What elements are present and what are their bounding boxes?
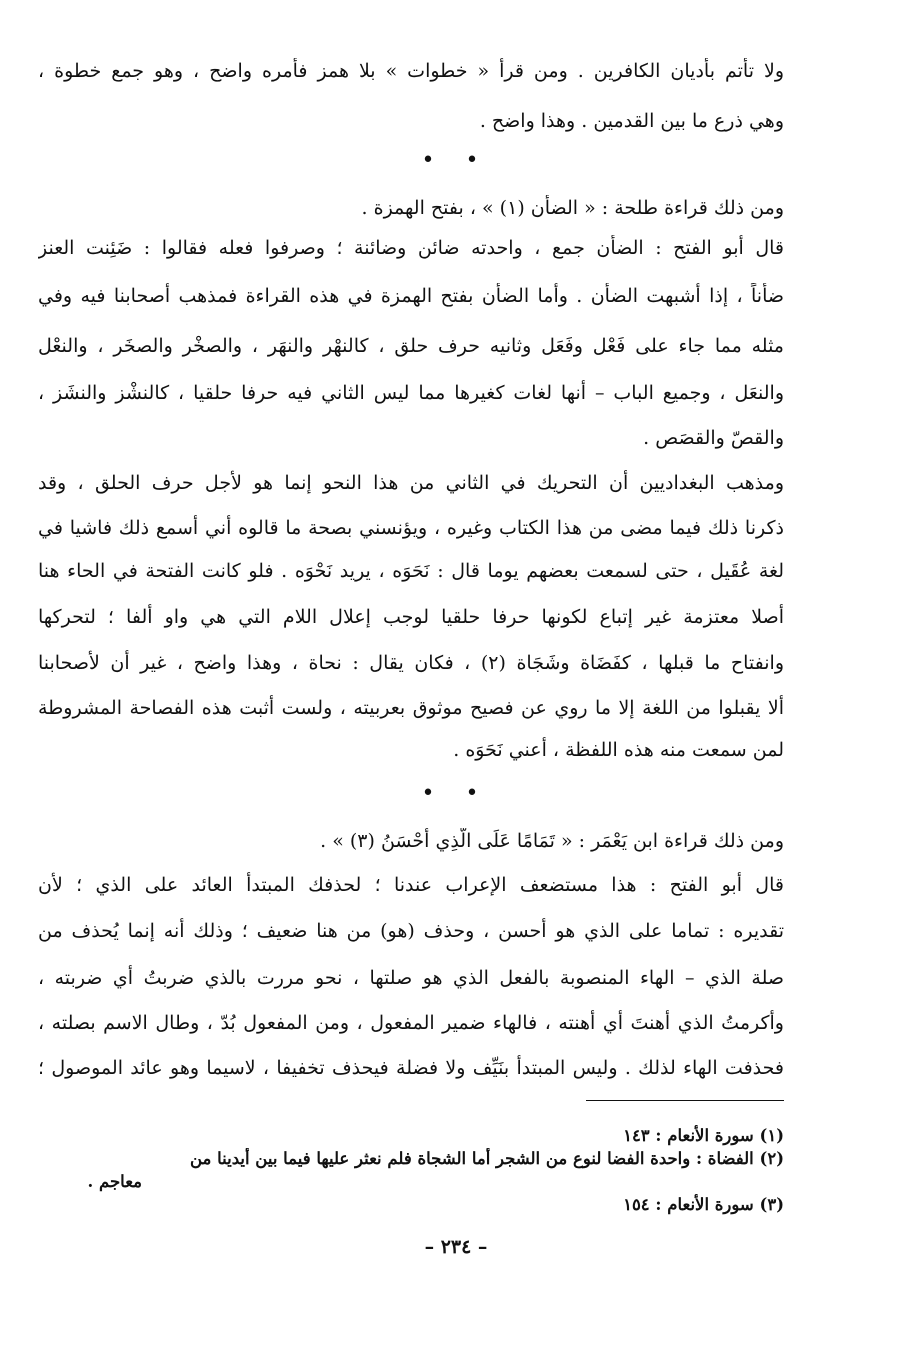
body-line: لغة عُقَيل ، حتى لسمعت بعضهم يوما قال : نَحَوَه ، يريد نَحْوَه . فلو كانت الفتحة في الحاء هنا — [38, 560, 784, 582]
body-line: ذكرنا ذلك فيما مضى من هذا الكتاب وغيره ، ويؤنسني بصحة ما قالوه أني أسمع ذلك فاشيا في — [38, 517, 784, 539]
body-line: ومذهب البغداديين أن التحريك في الثاني من هذا النحو إنما هو لأجل حرف الحلق ، وقد — [38, 472, 784, 494]
body-line: وأكرمتُ الذي أهنتَ أي أهنته ، فالهاء ضمير المفعول ، ومن المفعول بُدّ ، وطال الاسم بصلته ، — [38, 1012, 784, 1034]
body-line: ألا يقبلوا من اللغة إلا ما روي عن فصيح موثوق بعربيته ، ولست أُثبت هذه الفصاحة المشروطة — [38, 697, 784, 719]
body-line: ومن ذلك قراءة ابن يَعْمَر : « تَمَامًا عَلَى الَّذِي أَحْسَنُ (٣) » . — [320, 830, 784, 852]
body-line: قال أبو الفتح : الضأن جمع ، واحدته ضائن وضائنة ؛ وصرفوا فعله فقالوا : ضَئِنت العنز — [38, 237, 784, 259]
page-number: – ٢٣٤ – — [424, 1236, 488, 1258]
body-line: والقصّ والقصَص . — [643, 427, 784, 449]
footnote-continuation: معاجم . — [87, 1172, 142, 1191]
body-line: مثله مما جاء على فَعْل وفَعَل وثانيه حرف حلق ، كالنهْر والنهَر ، والصخْر والصخَر ، والنعْل — [38, 335, 784, 357]
footnote: (١) سورة الأنعام : ١٤٣ — [623, 1126, 784, 1145]
body-line: قال أبو الفتح : هذا مستضعف الإعراب عندنا ؛ لحذفك المبتدأ العائد على الذي ؛ لأن — [38, 874, 784, 896]
footnote: (٣) سورة الأنعام : ١٥٤ — [623, 1195, 784, 1214]
body-line: وانفتاح ما قبلها ، كفَضَاة وشَجَاة (٢) ، فكان يقال : نحاة ، وهذا واضح ، غير أن لأصحابنا — [38, 652, 784, 674]
body-line: والنعَل ، وجميع الباب – أنها لغات كغيرها مما ليس الثاني فيه حرفا حلقيا ، كالنشْز والنشَز ، — [38, 382, 784, 404]
footnote-rule — [586, 1100, 784, 1101]
body-line: فحذفت الهاء لذلك . وليس المبتدأ بنَيِّف ولا فضلة فيحذف تخفيفا ، لاسيما وهو عائد الموصول ؛ — [38, 1057, 784, 1079]
body-line: صلة الذي – الهاء المنصوبة بالفعل الذي هو صلتها ، نحو مررت بالذي ضربتُ أي ضربته ، — [38, 967, 784, 989]
body-line: ولا تأتم بأديان الكافرين . ومن قرأ « خطوات » بلا همز فأمره واضح ، وهو جمع خطوة ، — [38, 60, 784, 82]
body-line: ضأناً ، إذا أشبهت الضأن . وأما الضأن بفتح الهمزة في هذه القراءة فمذهب أصحابنا فيه وفي — [38, 285, 784, 307]
footnote: (٢) الفضاة : واحدة الفضا لنوع من الشجر أما الشجاة فلم نعثر عليها فيما بين أيدينا من — [189, 1149, 784, 1168]
body-line: لمن سمعت منه هذه اللفظة ، أعني نَحَوَه . — [453, 739, 784, 761]
body-line: تقديره : تماما على الذي هو أحسن ، وحذف (هو) من هنا ضعيف ؛ وذلك أنه إنما يُحذف من — [38, 920, 784, 942]
section-separator: • • — [421, 148, 491, 173]
body-line: أصلا معتزمة غير إتباع لكونها حرفا حلقيا لوجب إعلال اللام التي هي واو ألفا ؛ لتحركها — [38, 606, 784, 628]
body-line: ومن ذلك قراءة طلحة : « الضأن (١) » ، بفتح الهمزة . — [361, 197, 784, 219]
body-line: وهي ذرع ما بين القدمين . وهذا واضح . — [479, 110, 784, 132]
section-separator: • • — [421, 781, 491, 806]
